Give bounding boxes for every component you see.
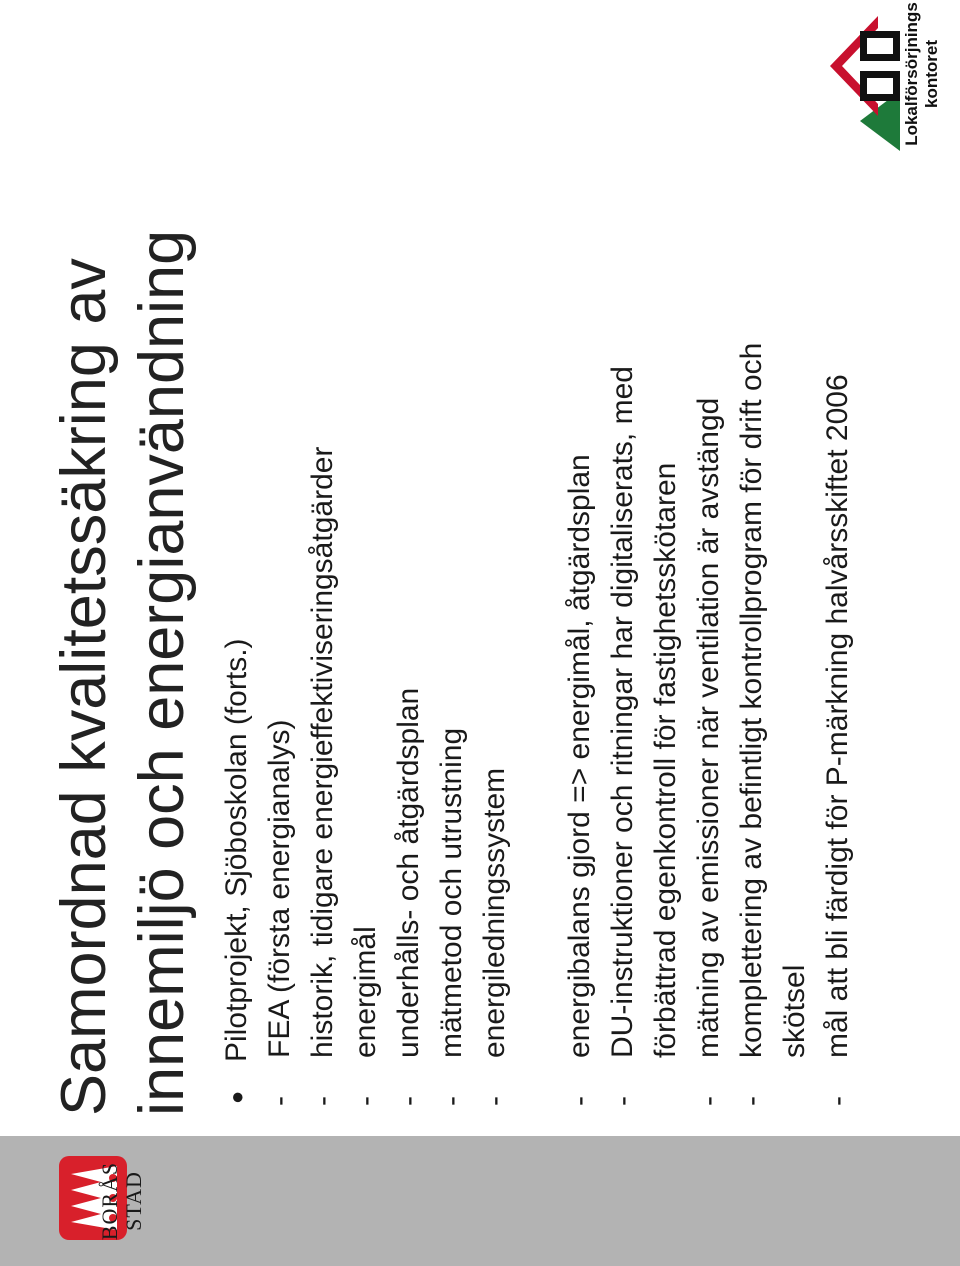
list-item — [687, 106, 730, 1106]
dash-marker: - — [563, 1096, 596, 1106]
list-item-text: historik, tidigare energieffektiviseringsåtgärder — [306, 446, 339, 1058]
list-item — [301, 106, 344, 1106]
list-item-text: underhålls- och åtgärdsplan — [392, 687, 425, 1058]
boras-logo-line1: BORÅS — [97, 1161, 122, 1241]
list-item — [387, 106, 430, 1106]
list-item-text: mätmetod och utrustning — [435, 727, 468, 1058]
list-item-continuation — [644, 106, 687, 1106]
bullet-item — [215, 106, 258, 1106]
dash-marker: - — [392, 1096, 425, 1106]
lokal-logo-line2: kontoret — [922, 40, 941, 108]
list-item-text: energiledningssystem — [478, 767, 511, 1058]
title-line-2: innemiljö och energianvändning — [127, 229, 197, 1116]
dash-marker: - — [435, 1096, 468, 1106]
title-line-1: Samordnad kvalitetssäkring av — [49, 258, 119, 1116]
list-item-text: FEA (första energianalys) — [263, 719, 296, 1058]
bullet-dot-icon: ● — [224, 1090, 249, 1104]
list-item-text: energibalans gjord => energimål, åtgärdsplan — [563, 454, 596, 1058]
list-item-text: energimål — [349, 926, 382, 1058]
lokal-logo-line1: Lokalförsörjnings — [902, 2, 921, 146]
boras-stad-logo-text — [98, 1142, 146, 1260]
list-item — [730, 106, 773, 1106]
sidebar — [0, 1136, 960, 1266]
dash-marker: - — [821, 1096, 854, 1106]
list-item — [430, 106, 473, 1106]
dash-marker: - — [306, 1096, 339, 1106]
list-item — [601, 106, 644, 1106]
list-item-text: mätning av emissioner när ventilation är avstängd — [692, 397, 725, 1058]
list-item — [816, 106, 859, 1106]
list-item — [344, 106, 387, 1106]
dash-marker: - — [263, 1096, 296, 1106]
bullet-text: Pilotprojekt, Sjöboskolan (forts.) — [220, 638, 253, 1062]
list-item — [258, 106, 301, 1106]
dash-marker: - — [735, 1096, 768, 1106]
dash-marker: - — [606, 1096, 639, 1106]
list-item-text: förbättrad egenkontroll för fastighetsskötaren — [649, 462, 682, 1058]
slide-content — [215, 106, 859, 1106]
spacer — [516, 106, 558, 1106]
list-item-text: komplettering av befintligt kontrollprogram för drift och — [735, 342, 768, 1058]
dash-marker: - — [478, 1096, 511, 1106]
boras-logo-line2: STAD — [121, 1171, 146, 1231]
dash-marker: - — [349, 1096, 382, 1106]
list-item-continuation — [773, 106, 816, 1106]
list-item-text: mål att bli färdigt för P-märkning halvårsskiftet 2006 — [821, 374, 854, 1058]
list-item — [558, 106, 601, 1106]
slide-title — [45, 26, 201, 1116]
list-item-text: DU-instruktioner och ritningar har digitaliserats, med — [606, 366, 639, 1058]
list-item — [473, 106, 516, 1106]
list-item-text: skötsel — [778, 964, 811, 1058]
dash-marker: - — [692, 1096, 725, 1106]
lokalforsorjning-logo-text — [902, 0, 942, 148]
